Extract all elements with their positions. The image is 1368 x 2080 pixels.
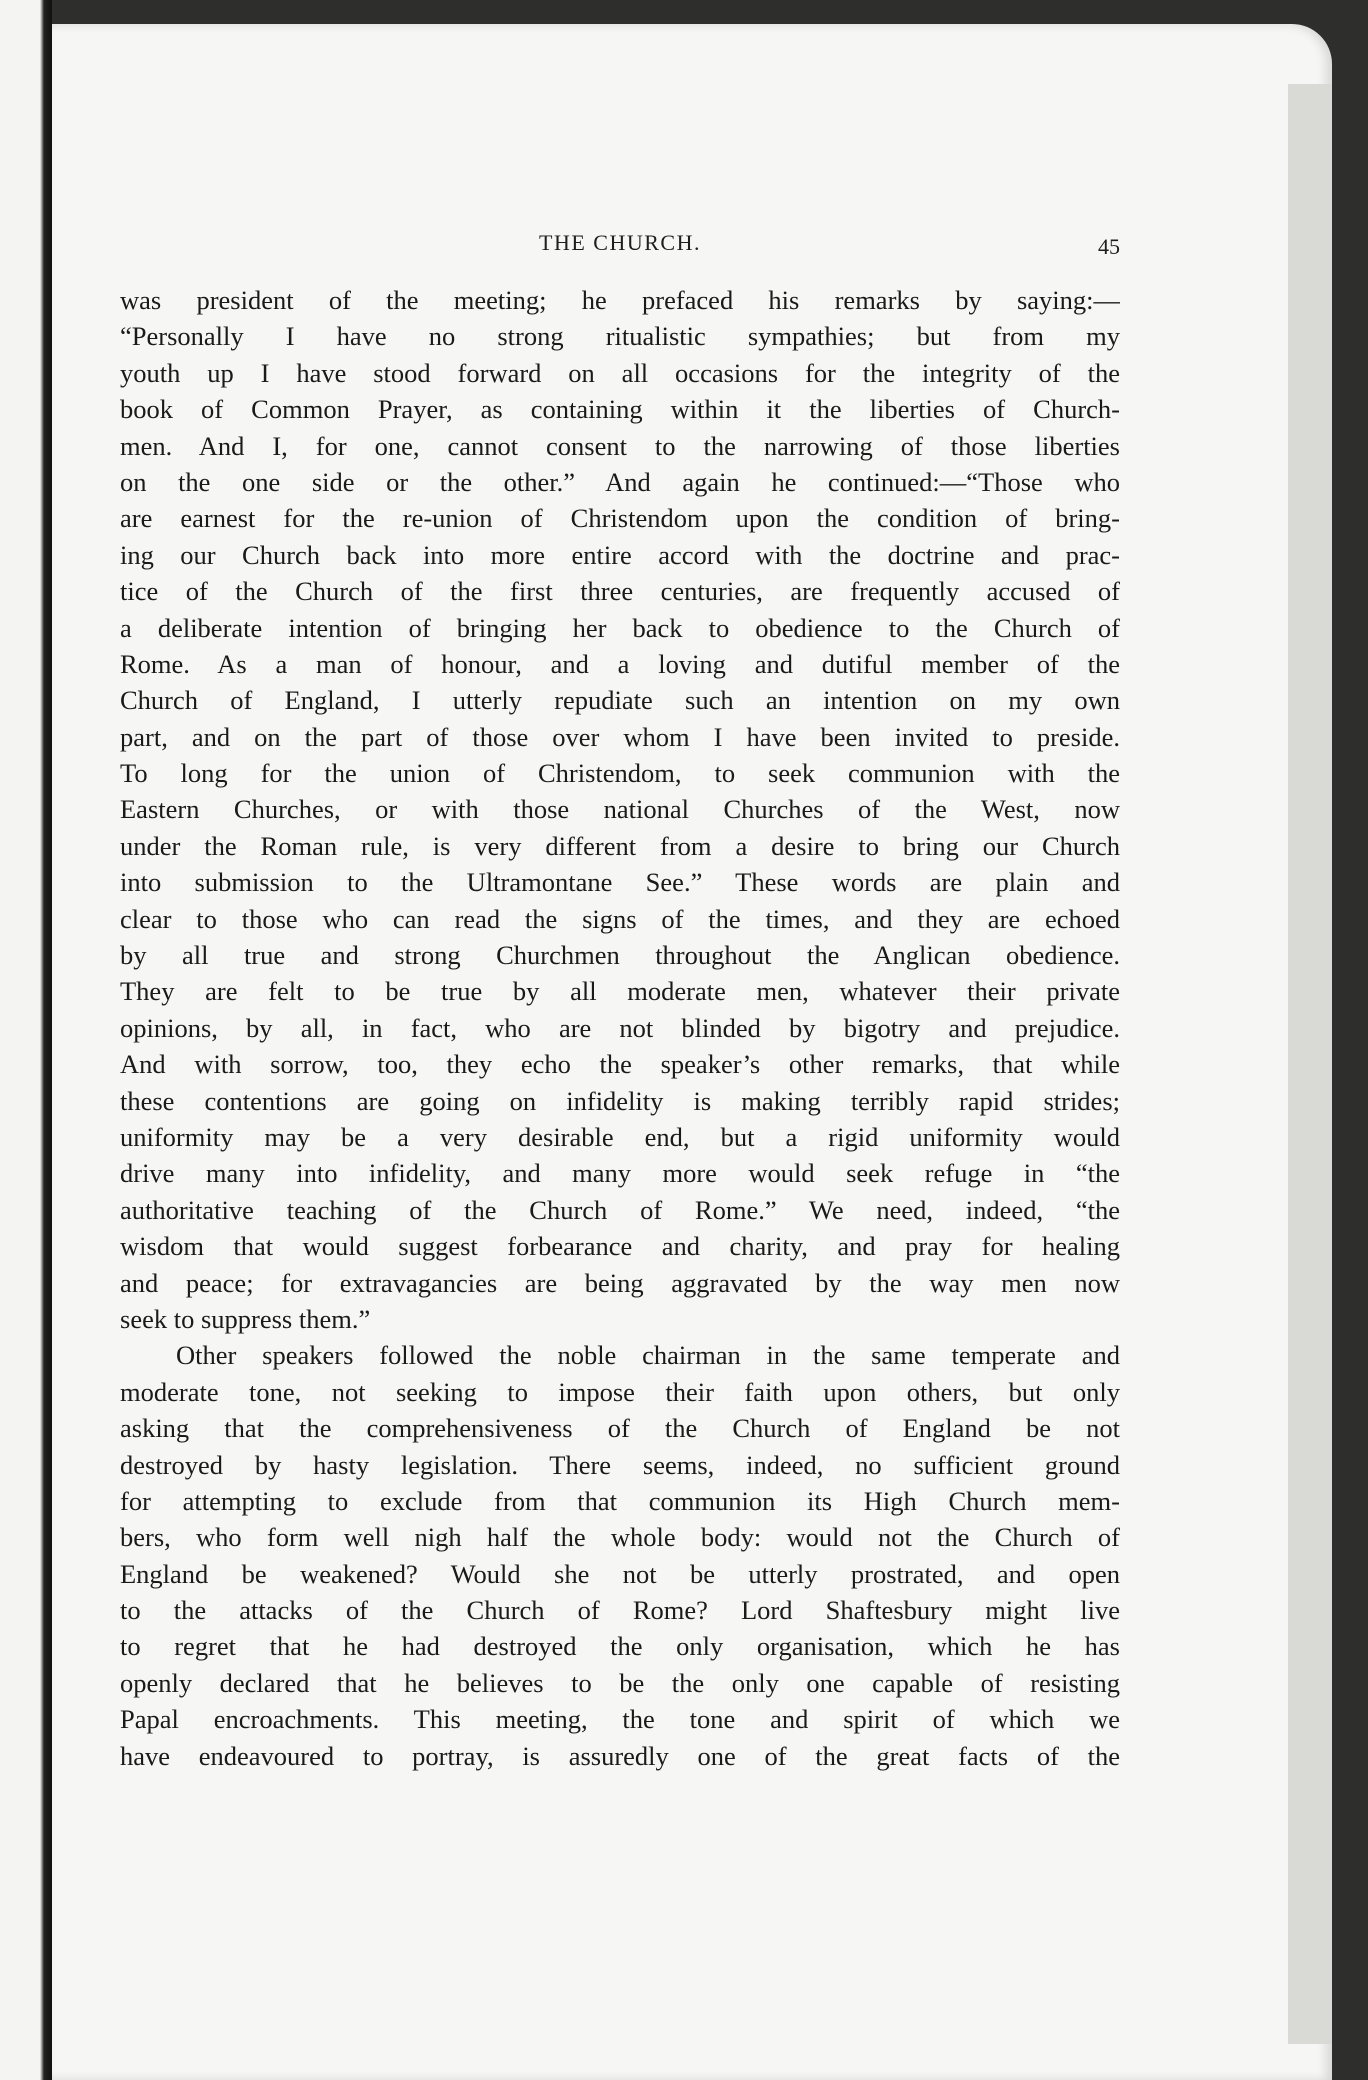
text-line: tice of the Church of the first three centuries, are frequently accused of bbox=[120, 576, 1120, 607]
text-line: “Personally I have no strong ritualistic sympathies; but from my bbox=[120, 321, 1120, 352]
text-line: bers, who form well nigh half the whole body: would not the Church of bbox=[120, 1522, 1120, 1553]
text-line: to regret that he had destroyed the only organisation, which he has bbox=[120, 1631, 1120, 1662]
text-line: Eastern Churches, or with those national Churches of the West, now bbox=[120, 794, 1120, 825]
text-line: and peace; for extravagancies are being aggravated by the way men now bbox=[120, 1267, 1120, 1298]
body-text bbox=[120, 282, 1120, 1774]
text-line: book of Common Prayer, as containing within it the liberties of Church- bbox=[120, 394, 1120, 425]
text-line: on the one side or the other.” And again he continued:—“Those who bbox=[120, 466, 1120, 497]
facing-page-edge bbox=[0, 0, 52, 2080]
paragraph-1 bbox=[120, 282, 1120, 1337]
text-line: for attempting to exclude from that communion its High Church mem- bbox=[120, 1485, 1120, 1516]
text-line: destroyed by hasty legislation. There seems, indeed, no sufficient ground bbox=[120, 1449, 1120, 1480]
text-line: seek to suppress them.” bbox=[120, 1303, 371, 1334]
text-line: into submission to the Ultramontane See.” These words are plain and bbox=[120, 867, 1120, 898]
text-line: Church of England, I utterly repudiate such an intention on my own bbox=[120, 685, 1120, 716]
text-line: was president of the meeting; he prefaced his remarks by saying:— bbox=[120, 285, 1120, 315]
text-line: asking that the comprehensiveness of the Church of England be not bbox=[120, 1413, 1120, 1444]
text-line: Other speakers followed the noble chairman in the same temperate and bbox=[176, 1340, 1120, 1371]
running-title: THE CHURCH. bbox=[539, 230, 701, 255]
text-line: to the attacks of the Church of Rome? Lord Shaftesbury might live bbox=[120, 1595, 1120, 1626]
text-line: drive many into infidelity, and many more would seek refuge in “the bbox=[120, 1158, 1120, 1189]
text-line: wisdom that would suggest forbearance and charity, and pray for healing bbox=[120, 1231, 1120, 1262]
text-line: And with sorrow, too, they echo the speaker’s other remarks, that while bbox=[120, 1049, 1120, 1080]
text-line: opinions, by all, in fact, who are not blinded by bigotry and prejudice. bbox=[120, 1012, 1120, 1043]
text-line: They are felt to be true by all moderate men, whatever their private bbox=[120, 976, 1120, 1007]
page-number: 45 bbox=[1098, 234, 1120, 259]
text-line: clear to those who can read the signs of the times, and they are echoed bbox=[120, 903, 1120, 934]
text-line: are earnest for the re-union of Christendom upon the condition of bring- bbox=[120, 503, 1120, 534]
text-line: have endeavoured to portray, is assuredly one of the great facts of the bbox=[120, 1740, 1120, 1771]
text-line: by all true and strong Churchmen throughout the Anglican obedience. bbox=[120, 940, 1120, 971]
text-line: a deliberate intention of bringing her back to obedience to the Church of bbox=[120, 612, 1120, 643]
text-line: Papal encroachments. This meeting, the tone and spirit of which we bbox=[120, 1704, 1120, 1735]
text-line: To long for the union of Christendom, to seek communion with the bbox=[120, 758, 1120, 789]
text-line: moderate tone, not seeking to impose their faith upon others, but only bbox=[120, 1376, 1120, 1407]
text-line: uniformity may be a very desirable end, but a rigid uniformity would bbox=[120, 1121, 1120, 1152]
text-line: ing our Church back into more entire accord with the doctrine and prac- bbox=[120, 539, 1120, 570]
text-line: these contentions are going on infidelity is making terribly rapid strides; bbox=[120, 1085, 1120, 1116]
text-line: authoritative teaching of the Church of Rome.” We need, indeed, “the bbox=[120, 1194, 1120, 1225]
page-fore-edge bbox=[1288, 84, 1332, 2044]
paragraph-2 bbox=[120, 1337, 1120, 1774]
text-line: part, and on the part of those over whom I have been invited to preside. bbox=[120, 721, 1120, 752]
text-line: men. And I, for one, cannot consent to the narrowing of those liberties bbox=[120, 430, 1120, 461]
text-line: England be weakened? Would she not be utterly prostrated, and open bbox=[120, 1558, 1120, 1589]
text-line: Rome. As a man of honour, and a loving and dutiful member of the bbox=[120, 648, 1120, 679]
text-line: openly declared that he believes to be the only one capable of resisting bbox=[120, 1667, 1120, 1698]
text-line: under the Roman rule, is very different from a desire to bring our Church bbox=[120, 830, 1120, 861]
running-header bbox=[120, 230, 1120, 270]
text-line: youth up I have stood forward on all occasions for the integrity of the bbox=[120, 357, 1120, 388]
